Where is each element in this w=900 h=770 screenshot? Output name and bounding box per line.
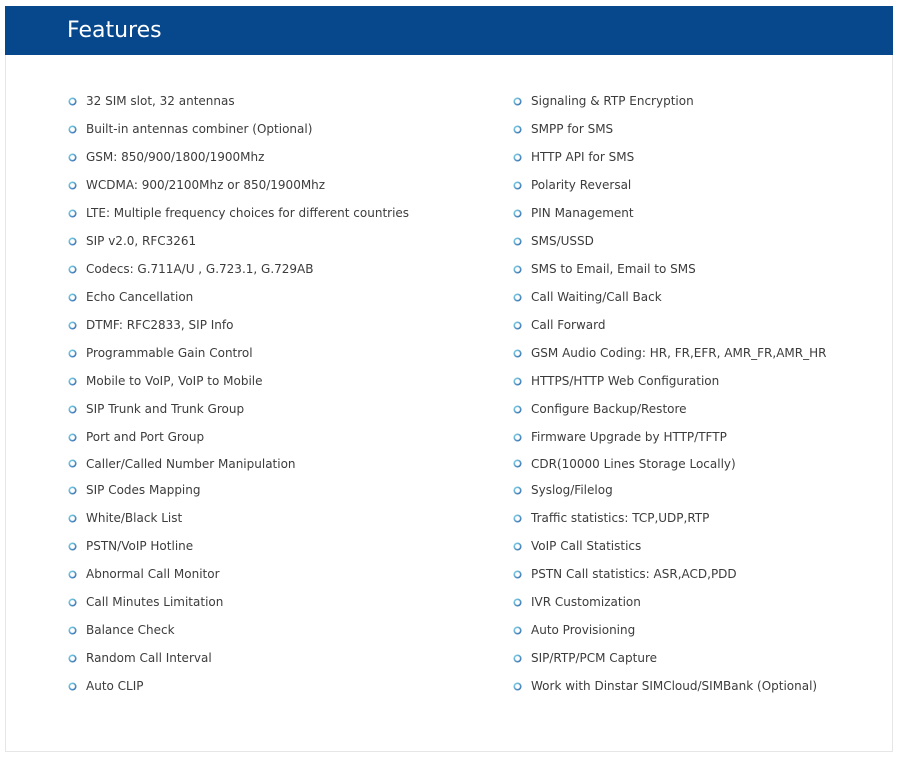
feature-item — [513, 672, 826, 700]
ring-bullet-icon — [68, 433, 77, 442]
feature-text: Random Call Interval — [86, 651, 212, 665]
feature-item — [513, 588, 826, 616]
feature-item — [68, 87, 409, 115]
ring-bullet-icon — [68, 321, 77, 330]
feature-item — [513, 476, 826, 504]
ring-bullet-icon — [68, 209, 77, 218]
feature-item — [513, 504, 826, 532]
feature-text: SIP Trunk and Trunk Group — [86, 402, 245, 416]
feature-text: Built-in antennas combiner (Optional) — [86, 122, 313, 136]
feature-item — [513, 339, 826, 367]
feature-text: Echo Cancellation — [86, 290, 194, 304]
feature-item — [68, 255, 409, 283]
ring-bullet-icon — [513, 654, 522, 663]
ring-bullet-icon — [68, 598, 77, 607]
feature-text: Call Waiting/Call Back — [531, 290, 662, 304]
feature-text: SIP v2.0, RFC3261 — [86, 234, 197, 248]
feature-item — [68, 423, 409, 451]
ring-bullet-icon — [68, 181, 77, 190]
feature-text: SIP/RTP/PCM Capture — [531, 651, 658, 665]
feature-text: GSM: 850/900/1800/1900Mhz — [86, 150, 265, 164]
feature-item — [68, 672, 409, 700]
feature-text: PSTN/VoIP Hotline — [86, 539, 194, 553]
feature-text: Auto Provisioning — [531, 623, 636, 637]
feature-text: Syslog/Filelog — [531, 483, 613, 497]
ring-bullet-icon — [68, 542, 77, 551]
feature-item — [513, 171, 826, 199]
feature-text: White/Black List — [86, 511, 183, 525]
feature-item — [513, 87, 826, 115]
feature-text: SMS/USSD — [531, 234, 594, 248]
feature-text: Signaling & RTP Encryption — [531, 94, 694, 108]
feature-item — [513, 395, 826, 423]
ring-bullet-icon — [513, 514, 522, 523]
feature-text: WCDMA: 900/2100Mhz or 850/1900Mhz — [86, 178, 326, 192]
feature-text: Configure Backup/Restore — [531, 402, 687, 416]
feature-text: Balance Check — [86, 623, 175, 637]
ring-bullet-icon — [513, 626, 522, 635]
feature-item — [513, 255, 826, 283]
feature-item — [513, 227, 826, 255]
feature-text: IVR Customization — [531, 595, 641, 609]
feature-text: Abnormal Call Monitor — [86, 567, 220, 581]
ring-bullet-icon — [513, 542, 522, 551]
ring-bullet-icon — [513, 459, 522, 468]
feature-text: CDR(10000 Lines Storage Locally) — [531, 456, 736, 471]
feature-item — [513, 367, 826, 395]
feature-item — [68, 115, 409, 143]
features-header — [5, 6, 893, 55]
feature-item — [513, 560, 826, 588]
ring-bullet-icon — [513, 486, 522, 495]
feature-item — [513, 423, 826, 451]
ring-bullet-icon — [513, 682, 522, 691]
feature-item — [68, 143, 409, 171]
ring-bullet-icon — [513, 153, 522, 162]
ring-bullet-icon — [513, 97, 522, 106]
feature-item — [513, 644, 826, 672]
feature-item — [68, 451, 409, 476]
feature-text: GSM Audio Coding: HR, FR,EFR, AMR_FR,AMR_HR — [531, 346, 827, 360]
ring-bullet-icon — [68, 265, 77, 274]
ring-bullet-icon — [513, 570, 522, 579]
ring-bullet-icon — [68, 570, 77, 579]
ring-bullet-icon — [68, 626, 77, 635]
feature-text: Call Minutes Limitation — [86, 595, 224, 609]
ring-bullet-icon — [513, 433, 522, 442]
feature-text: PIN Management — [531, 206, 634, 220]
ring-bullet-icon — [513, 181, 522, 190]
ring-bullet-icon — [68, 237, 77, 246]
feature-text: Mobile to VoIP, VoIP to Mobile — [86, 374, 263, 388]
feature-text: Firmware Upgrade by HTTP/TFTP — [531, 430, 727, 444]
feature-text: Codecs: G.711A/U , G.723.1, G.729AB — [86, 262, 314, 276]
feature-item — [513, 451, 826, 476]
ring-bullet-icon — [68, 125, 77, 134]
features-list-left — [68, 87, 409, 700]
ring-bullet-icon — [68, 459, 77, 468]
ring-bullet-icon — [68, 654, 77, 663]
feature-text: DTMF: RFC2833, SIP Info — [86, 318, 234, 332]
feature-text: Programmable Gain Control — [86, 346, 253, 360]
ring-bullet-icon — [513, 265, 522, 274]
feature-item — [68, 395, 409, 423]
feature-text: PSTN Call statistics: ASR,ACD,PDD — [531, 567, 737, 581]
feature-item — [68, 616, 409, 644]
ring-bullet-icon — [68, 153, 77, 162]
feature-item — [68, 171, 409, 199]
feature-text: SMS to Email, Email to SMS — [531, 262, 696, 276]
ring-bullet-icon — [68, 486, 77, 495]
ring-bullet-icon — [513, 377, 522, 386]
feature-item — [68, 588, 409, 616]
feature-item — [68, 560, 409, 588]
feature-text: SIP Codes Mapping — [86, 483, 201, 497]
feature-item — [513, 616, 826, 644]
feature-item — [68, 227, 409, 255]
feature-item — [68, 283, 409, 311]
feature-text: Traffic statistics: TCP,UDP,RTP — [531, 511, 710, 525]
feature-item — [68, 311, 409, 339]
feature-text: HTTPS/HTTP Web Configuration — [531, 374, 720, 388]
ring-bullet-icon — [68, 97, 77, 106]
section-title: Features — [67, 18, 162, 43]
ring-bullet-icon — [513, 598, 522, 607]
ring-bullet-icon — [68, 377, 77, 386]
feature-text: VoIP Call Statistics — [531, 539, 642, 553]
feature-item — [68, 339, 409, 367]
feature-item — [68, 504, 409, 532]
ring-bullet-icon — [513, 405, 522, 414]
feature-item — [513, 311, 826, 339]
features-list-right — [513, 87, 826, 700]
feature-text: LTE: Multiple frequency choices for different countries — [86, 206, 410, 220]
feature-text: 32 SIM slot, 32 antennas — [86, 94, 235, 108]
feature-text: Port and Port Group — [86, 430, 205, 444]
ring-bullet-icon — [68, 682, 77, 691]
feature-text: Auto CLIP — [86, 679, 144, 693]
feature-text: HTTP API for SMS — [531, 150, 635, 164]
ring-bullet-icon — [68, 293, 77, 302]
feature-item — [513, 115, 826, 143]
feature-text: Call Forward — [531, 318, 606, 332]
feature-text: Polarity Reversal — [531, 178, 632, 192]
feature-item — [68, 644, 409, 672]
ring-bullet-icon — [68, 405, 77, 414]
feature-text: SMPP for SMS — [531, 122, 614, 136]
feature-item — [68, 199, 409, 227]
ring-bullet-icon — [513, 321, 522, 330]
feature-text: Caller/Called Number Manipulation — [86, 456, 296, 471]
feature-item — [513, 199, 826, 227]
ring-bullet-icon — [68, 514, 77, 523]
feature-item — [68, 367, 409, 395]
ring-bullet-icon — [513, 349, 522, 358]
feature-item — [513, 532, 826, 560]
ring-bullet-icon — [513, 125, 522, 134]
feature-item — [513, 143, 826, 171]
feature-text: Work with Dinstar SIMCloud/SIMBank (Optional) — [531, 679, 818, 693]
ring-bullet-icon — [513, 293, 522, 302]
ring-bullet-icon — [513, 237, 522, 246]
ring-bullet-icon — [513, 209, 522, 218]
feature-item — [513, 283, 826, 311]
feature-item — [68, 476, 409, 504]
ring-bullet-icon — [68, 349, 77, 358]
feature-item — [68, 532, 409, 560]
